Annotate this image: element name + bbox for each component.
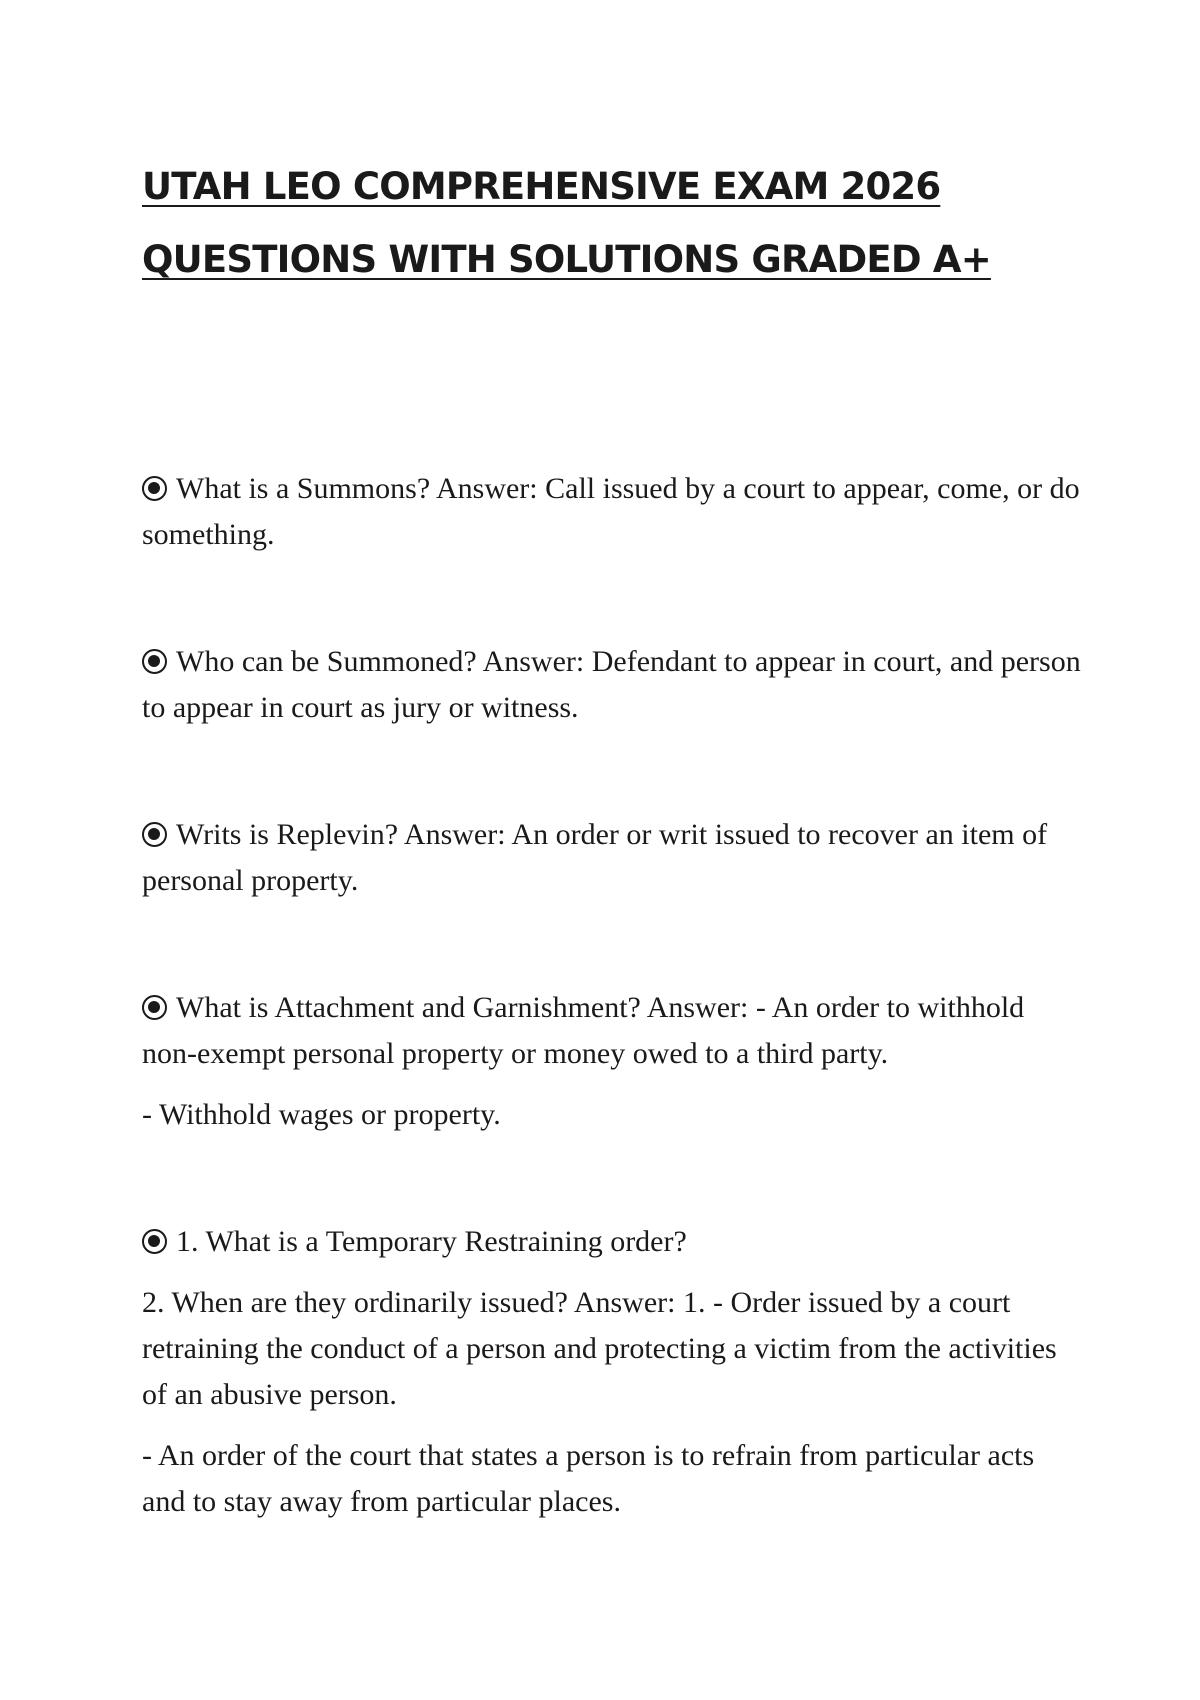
question-item-5 [142,1219,1082,1525]
answer-paragraph: 2. When are they ordinarily issued? Answer: 1. - Order issued by a court retraining the conduct of a person and protecting a victim from the activities of an abusive person. [142,1286,1057,1411]
title-line-2: QUESTIONS WITH SOLUTIONS GRADED A+ [142,238,991,281]
answer-paragraph: - Withhold wages or property. [142,1098,501,1131]
question-item-2 [142,639,1082,731]
question-paragraph: Writs is Replevin? Answer: An order or writ issued to recover an item of personal property. [142,818,1048,897]
radio-bullet-icon [142,822,167,847]
title-line-1: UTAH LEO COMPREHENSIVE EXAM 2026 [142,165,941,208]
question-item-1 [142,466,1082,558]
radio-bullet-icon [142,476,167,501]
radio-bullet-icon [142,649,167,674]
question-paragraph: What is a Summons? Answer: Call issued by a court to appear, come, or do something. [142,472,1080,551]
answer-paragraph: - An order of the court that states a person is to refrain from particular acts and to stay away from particular places. [142,1439,1035,1518]
question-paragraph: 1. What is a Temporary Restraining order? [142,1219,1082,1265]
question-item-3 [142,812,1082,904]
question-item-4 [142,985,1082,1138]
document-title [142,150,1102,296]
question-list [142,466,1082,1525]
radio-bullet-icon [142,1229,167,1254]
radio-bullet-icon [142,995,167,1020]
question-paragraph: Who can be Summoned? Answer: Defendant to appear in court, and person to appear in court as jury or witness. [142,645,1081,724]
question-paragraph: What is Attachment and Garnishment? Answer: - An order to withhold non-exempt personal property or money owed to a third party. [142,991,1025,1070]
